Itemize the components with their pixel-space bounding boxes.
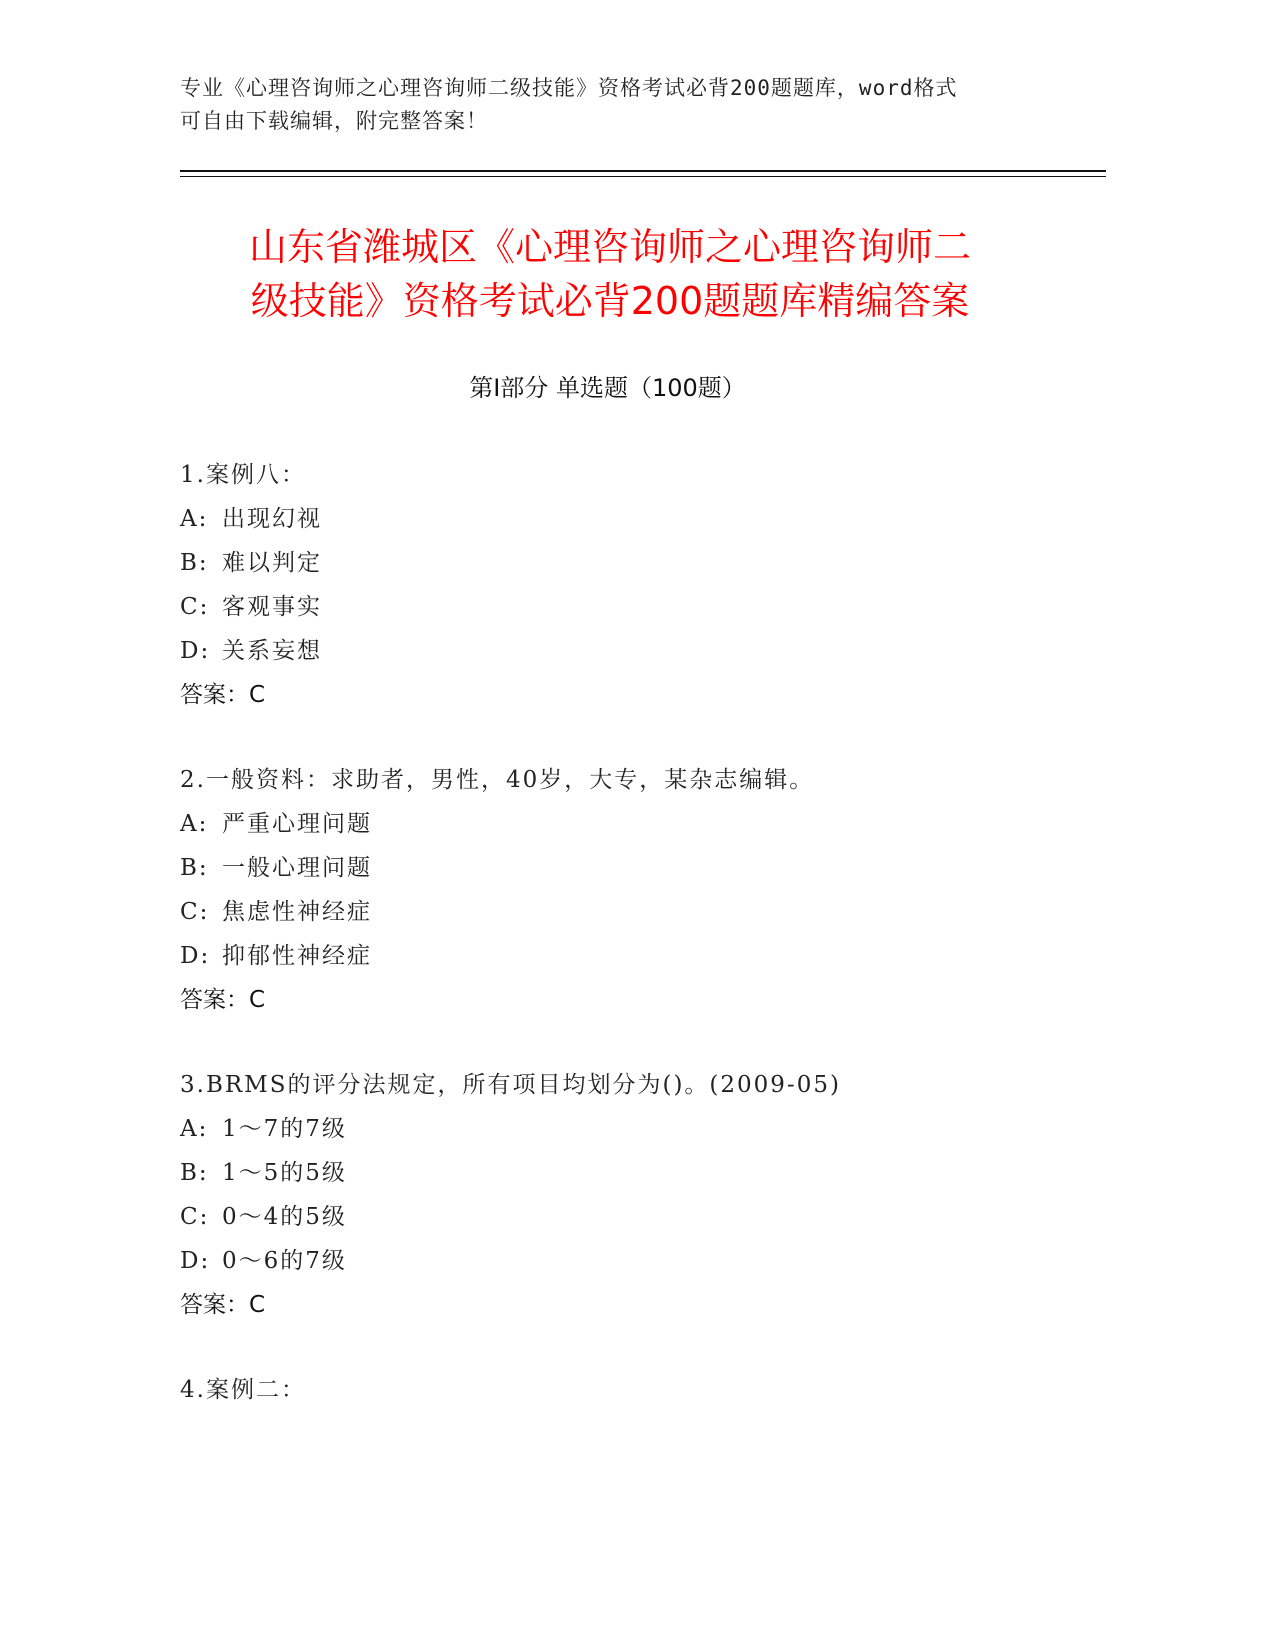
header-divider-thick xyxy=(180,170,1106,172)
header-note-line1: 专业《心理咨询师之心理咨询师二级技能》资格考试必背200题题库，word格式 xyxy=(180,76,958,100)
header-note-line2: 可自由下载编辑，附完整答案！ xyxy=(180,109,488,133)
option-letter: B: xyxy=(180,855,209,881)
option-b xyxy=(180,548,1080,592)
option-d xyxy=(180,1246,1080,1290)
option-text: 焦虑性神经症 xyxy=(222,899,372,925)
answer: 答案：C xyxy=(180,682,266,708)
option-letter: A: xyxy=(180,1116,209,1142)
option-text: 关系妄想 xyxy=(222,638,322,664)
option-a xyxy=(180,1114,1080,1158)
option-d xyxy=(180,941,1080,985)
option-letter: C: xyxy=(180,594,210,620)
option-a xyxy=(180,809,1080,853)
option-text: 1～7的7级 xyxy=(222,1116,347,1142)
option-letter: A: xyxy=(180,506,209,532)
option-text: 抑郁性神经症 xyxy=(222,943,372,969)
option-letter: B: xyxy=(180,550,209,576)
question-4 xyxy=(180,1375,1080,1419)
answer: 答案：C xyxy=(180,1292,266,1318)
answer: 答案：C xyxy=(180,987,266,1013)
question-stem: 3.BRMS的评分法规定，所有项目均划分为()。(2009-05) xyxy=(180,1072,841,1098)
document-title xyxy=(180,220,1040,328)
question-stem: 4.案例二： xyxy=(180,1377,306,1403)
document-title-line2: 级技能》资格考试必背200题题库精编答案 xyxy=(250,279,970,323)
option-text: 0～6的7级 xyxy=(222,1248,347,1274)
option-a xyxy=(180,504,1080,548)
option-d xyxy=(180,636,1080,680)
option-letter: C: xyxy=(180,1204,210,1230)
option-letter: C: xyxy=(180,899,210,925)
option-text: 难以判定 xyxy=(222,550,322,576)
option-letter: D: xyxy=(180,1248,211,1274)
option-text: 一般心理问题 xyxy=(222,855,372,881)
header-note xyxy=(180,72,1040,138)
document-title-line1: 山东省潍城区《心理咨询师之心理咨询师二 xyxy=(248,225,971,269)
question-3 xyxy=(180,1070,1080,1334)
option-letter: D: xyxy=(180,943,211,969)
option-b xyxy=(180,1158,1080,1202)
option-text: 0～4的5级 xyxy=(222,1204,347,1230)
question-stem: 2.一般资料：求助者，男性，40岁，大专，某杂志编辑。 xyxy=(180,767,815,793)
option-text: 1～5的5级 xyxy=(222,1160,347,1186)
option-c xyxy=(180,592,1080,636)
option-letter: D: xyxy=(180,638,211,664)
question-stem: 1.案例八： xyxy=(180,462,306,488)
option-text: 出现幻视 xyxy=(222,506,322,532)
option-c xyxy=(180,1202,1080,1246)
option-c xyxy=(180,897,1080,941)
question-1 xyxy=(180,460,1080,724)
option-text: 客观事实 xyxy=(222,594,322,620)
section-heading: 第Ⅰ部分 单选题（100题） xyxy=(469,374,746,402)
header-divider-thin xyxy=(180,176,1106,177)
option-letter: B: xyxy=(180,1160,209,1186)
option-text: 严重心理问题 xyxy=(222,811,372,837)
question-2 xyxy=(180,765,1080,1029)
option-letter: A: xyxy=(180,811,209,837)
option-b xyxy=(180,853,1080,897)
